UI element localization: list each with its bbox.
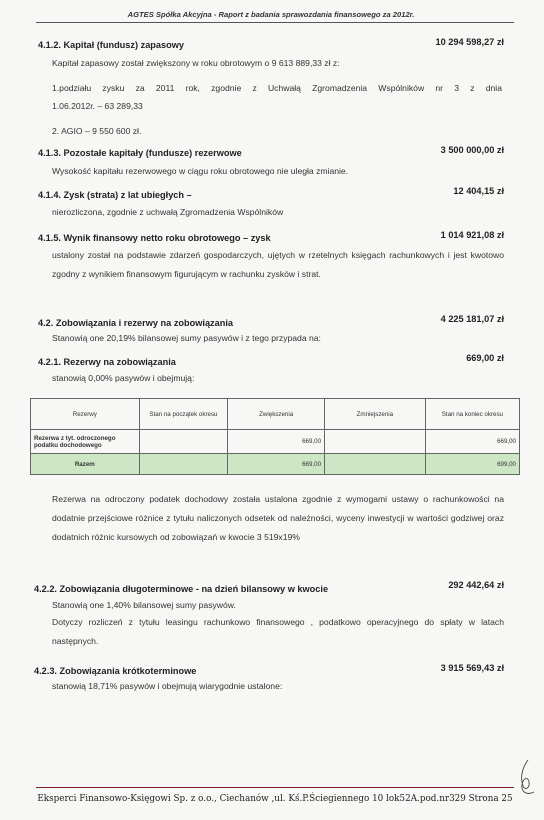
table-header-cell: Stan na koniec okresu xyxy=(425,399,519,430)
section-heading-4-1-4: 4.1.4. Zysk (strata) z lat ubiegłych – xyxy=(38,190,192,200)
paragraph-text: nierozliczona, zgodnie z uchwałą Zgromadzenia Wspólników xyxy=(52,207,284,217)
table-cell: Razem xyxy=(31,454,140,475)
table-header-cell: Rezerwy xyxy=(31,399,140,430)
table-header-cell: Zmniejszenia xyxy=(325,399,426,430)
page-header: AGTES Spółka Akcyjna - Raport z badania sprawozdania finansowego za 2012r. xyxy=(127,10,415,19)
table-cell xyxy=(325,454,426,475)
section-amount-4-2-3: 3 915 569,43 zł xyxy=(440,663,504,673)
paragraph-text: Wysokość kapitału rezerwowego w ciągu roku obrotowego nie uległa zmianie. xyxy=(52,166,349,176)
section-heading-4-1-3: 4.1.3. Pozostałe kapitały (fundusze) rezerwowe xyxy=(38,148,242,158)
table-cell: 669,00 xyxy=(228,454,325,475)
header-divider xyxy=(36,22,514,23)
footer-divider xyxy=(36,787,514,788)
section-heading-4-1-5: 4.1.5. Wynik finansowy netto roku obrotowego – zysk xyxy=(38,233,271,243)
section-heading-4-1-2: 4.1.2. Kapitał (fundusz) zapasowy xyxy=(38,40,185,50)
list-item: 2. AGIO – 9 550 600 zł. xyxy=(52,126,142,136)
section-heading-4-2: 4.2. Zobowiązania i rezerwy na zobowiązania xyxy=(38,318,234,328)
section-amount-4-1-5: 1 014 921,08 zł xyxy=(440,230,504,240)
list-item-continuation: 1.06.2012r. – 63 289,33 xyxy=(52,101,143,111)
table-total-row xyxy=(31,454,520,475)
reserves-table xyxy=(30,398,520,475)
paragraph-text: stanowią 0,00% pasywów i obejmują: xyxy=(52,373,195,383)
section-amount-4-2-2: 292 442,64 zł xyxy=(448,580,504,590)
table-cell: 669,00 xyxy=(425,430,519,454)
table-cell xyxy=(139,430,228,454)
table-header-row xyxy=(31,399,520,430)
table-cell: 669,00 xyxy=(228,430,325,454)
section-amount-4-1-2: 10 294 598,27 zł xyxy=(435,37,504,47)
paragraph-text: Rezerwa na odroczony podatek dochodowy została ustalona zgodnie z wymogami ustawy o rachunkowości na dodatnie przejściowe różnice z tytułu naliczonych odsetek od należności, wyceny inwestycji w wartości godziwej oraz dodatnich różnic kursowych od zobowiązań w kwocie 3 519x19% xyxy=(52,494,504,542)
table-cell xyxy=(139,454,228,475)
section-amount-4-1-3: 3 500 000,00 zł xyxy=(440,145,504,155)
section-amount-4-1-4: 12 404,15 zł xyxy=(453,186,504,196)
section-heading-4-2-3: 4.2.3. Zobowiązania krótkoterminowe xyxy=(34,666,197,676)
table-header-cell: Stan na początek okresu xyxy=(139,399,228,430)
section-amount-4-2-1: 669,00 zł xyxy=(466,353,504,363)
paragraph-text: Stanowią one 1,40% bilansowej sumy pasywów. xyxy=(52,600,236,610)
list-item: 1.podziału zysku za 2011 rok, zgodnie z Uchwałą Zgromadzenia Wspólników nr 3 z dnia xyxy=(52,83,502,93)
table-cell: Rezerwa z tyt. odroczonego podatku dochodowego xyxy=(31,430,140,454)
page-footer: Eksperci Finansowo-Księgowi Sp. z o.o., Ciechanów ,ul. Kś.P.Ściegiennego 10 lok52A.pod.nr329 Strona 25 xyxy=(37,794,513,804)
section-heading-4-2-1: 4.2.1. Rezerwy na zobowiązania xyxy=(38,357,176,367)
section-amount-4-2: 4 225 181,07 zł xyxy=(440,314,504,324)
paragraph-text: stanowią 18,71% pasywów i obejmują wiarygodnie ustalone: xyxy=(52,681,283,691)
paragraph-text: Kapitał zapasowy został zwiększony w roku obrotowym o 9 613 889,33 zł z: xyxy=(52,58,340,68)
table-header-cell: Zwiększenia xyxy=(228,399,325,430)
paragraph-text: Dotyczy rozliczeń z tytułu leasingu rachunkowo finansowego , podatkowo operacyjnego do spłaty w latach następnych. xyxy=(52,617,504,646)
signature-mark xyxy=(514,758,540,798)
paragraph-text: Stanowią one 20,19% bilansowej sumy pasywów i z tego przypada na: xyxy=(52,333,321,343)
section-heading-4-2-2: 4.2.2. Zobowiązania długoterminowe - na dzień bilansowy w kwocie xyxy=(34,584,329,594)
table-row xyxy=(31,430,520,454)
table-cell: 699,00 xyxy=(425,454,519,475)
table-cell xyxy=(325,430,426,454)
paragraph-text: ustalony został na podstawie zdarzeń gospodarczych, ujętych w rzetelnych księgach rachunkowych i jest kwotowo zgodny z wynikiem finansowym figurującym w rachunku zysków i strat. xyxy=(52,250,504,279)
